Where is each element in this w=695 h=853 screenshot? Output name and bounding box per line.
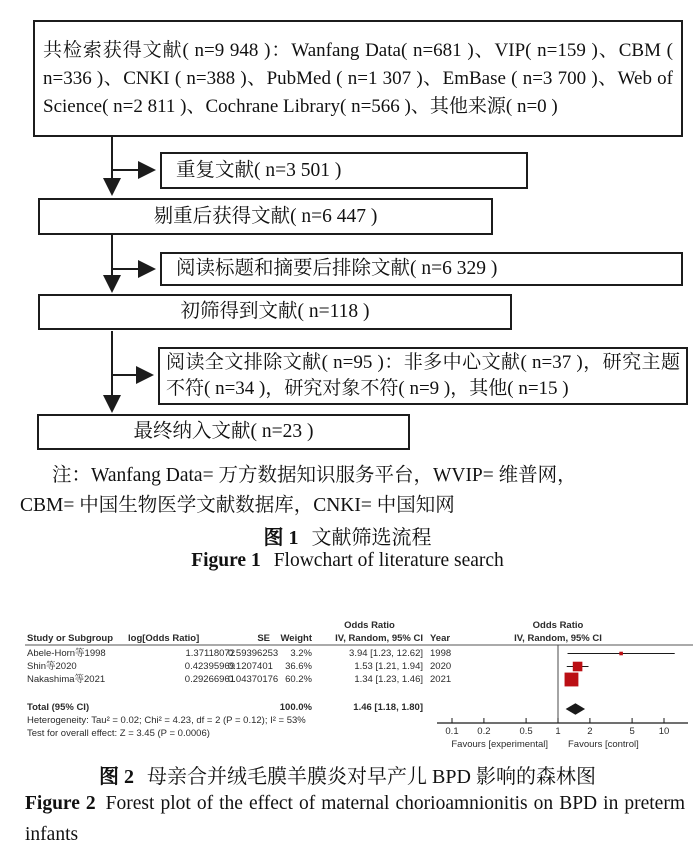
figure2-caption-en-label: Figure 2 [25, 793, 96, 814]
overall-effect-text: Test for overall effect: Z = 3.45 (P = 0.0006) [27, 728, 210, 739]
study-se: 0.59396253 [228, 648, 279, 659]
forest-tick-label-5: 5 [629, 726, 635, 737]
figure1-caption-en-title: Flowchart of literature search [273, 550, 504, 571]
flow-box-after-dedup-text: 剔重后获得文献( n=6 447 ) [153, 205, 378, 227]
study-year: 2020 [430, 661, 452, 672]
forest-study-row [25, 674, 693, 686]
forest-col-weight: Weight [280, 633, 312, 644]
forest-header-row1 [25, 620, 693, 632]
study-name: Abele-Horn等1998 [27, 648, 106, 659]
forest-col-logor: log[Odds Ratio] [128, 633, 200, 644]
flow-box-title-abstract-excluded [160, 252, 683, 286]
forest-or-header-right: Odds Ratio [532, 620, 584, 631]
forest-tick-label-2: 2 [587, 726, 593, 737]
figure1-caption-zh-title: 文献筛选流程 [311, 527, 432, 549]
study-logor: 0.29266961 [184, 674, 235, 685]
flow-box-included [37, 414, 410, 450]
flow-box-fulltext-excluded-text: 阅读全文排除文献( n=95 )：非多中心文献( n=37 )，研究主题不符( n=34 )，研究对象不符( n=9 )，其他( n=15 ) [166, 352, 680, 399]
study-name: Shin等2020 [27, 661, 77, 672]
study-weight: 3.2% [290, 648, 312, 659]
study-year: 1998 [430, 648, 452, 659]
forest-header-row2 [25, 633, 693, 645]
study-name: Nakashima等2021 [27, 674, 106, 685]
study-logor: 1.37118072 [185, 648, 235, 659]
flow-box-after-dedup [38, 198, 493, 235]
study-ci: 1.34 [1.23, 1.46] [354, 674, 423, 685]
figure1-caption-en-label: Figure 1 [191, 550, 261, 571]
forest-heterogeneity [25, 715, 693, 727]
total-label: Total (95% CI) [27, 702, 90, 713]
flow-box-initial-screened [38, 294, 512, 330]
study-se: 0.1207401 [228, 661, 273, 672]
favours-left-label: Favours [experimental] [451, 739, 548, 750]
figure2-caption-zh [0, 760, 695, 789]
figure2-caption-zh-label: 图 2 [99, 766, 135, 788]
figure1-caption-zh-label: 图 1 [263, 527, 299, 549]
flow-box-identified [33, 20, 683, 137]
forest-tick-label-0.1: 0.1 [445, 726, 459, 737]
heterogeneity-text: Heterogeneity: Tau² = 0.02; Chi² = 4.23, df = 2 (P = 0.12); I² = 53% [27, 715, 306, 726]
favours-right-label: Favours [control] [568, 739, 639, 750]
study-weight: 60.2% [285, 674, 312, 685]
forest-col-ci: IV, Random, 95% CI [335, 633, 423, 644]
figure2-caption-en [25, 788, 685, 850]
forest-tick-label-0.2: 0.2 [477, 726, 491, 737]
total-ci: 1.46 [1.18, 1.80] [353, 702, 423, 713]
study-weight: 36.6% [285, 661, 312, 672]
forest-col-plot-ci: IV, Random, 95% CI [514, 633, 602, 644]
study-ci: 1.53 [1.21, 1.94] [354, 661, 423, 672]
figure1-note-line1: 注：Wanfang Data= 万方数据知识服务平台，WVIP= 维普网， [52, 465, 577, 486]
figure2-caption-en-title: Forest plot of the effect of maternal chorioamnionitis on BPD in preterm infants [25, 793, 685, 845]
forest-or-header-left: Odds Ratio [344, 620, 395, 631]
study-ci: 3.94 [1.23, 12.62] [349, 648, 423, 659]
flow-box-title-abstract-excluded-text: 阅读标题和摘要后排除文献( n=6 329 ) [176, 258, 498, 279]
forest-study-row [25, 648, 693, 660]
study-logor: 0.42395969 [184, 661, 235, 672]
flow-box-duplicates [160, 152, 528, 189]
forest-tick-label-0.5: 0.5 [519, 726, 533, 737]
forest-col-se: SE [257, 633, 270, 644]
flow-box-duplicates-text: 重复文献( n=3 501 ) [176, 159, 342, 181]
flow-box-included-text: 最终纳入文献( n=23 ) [133, 421, 314, 442]
flow-box-fulltext-excluded [158, 347, 688, 405]
flow-box-initial-screened-text: 初筛得到文献( n=118 ) [180, 301, 370, 322]
figure1-caption-en [0, 550, 695, 572]
forest-tick-label-1: 1 [555, 726, 561, 737]
forest-plot [25, 592, 693, 758]
forest-col-study: Study or Subgroup [27, 633, 114, 644]
forest-tick-label-10: 10 [658, 726, 670, 737]
forest-study-row [25, 661, 693, 673]
study-se: 0.04370176 [228, 674, 279, 685]
figure1-note-line2: CBM= 中国生物医学文献数据库，CNKI= 中国知网 [20, 495, 455, 516]
study-year: 2021 [430, 674, 452, 685]
flow-box-identified-text: 共检索获得文献( n=9 948 )：Wanfang Data( n=681 )、VIP( n=159 )、CBM ( n=336 )、CNKI ( n=388 )、PubMed ( n=1 307 )、EmBase ( n=3 700 )、Web of Science( n=2 811 )、Cochrane Library( n=566 )、其他来源( n=0 ) [43, 39, 673, 117]
figure1-note [20, 461, 678, 521]
total-weight: 100.0% [279, 702, 312, 713]
forest-total-row [25, 702, 693, 714]
figure1-caption-zh [0, 521, 695, 550]
figure2-caption-zh-title: 母亲合并绒毛膜羊膜炎对早产儿 BPD 影响的森林图 [147, 766, 596, 788]
forest-col-year: Year [430, 633, 451, 644]
